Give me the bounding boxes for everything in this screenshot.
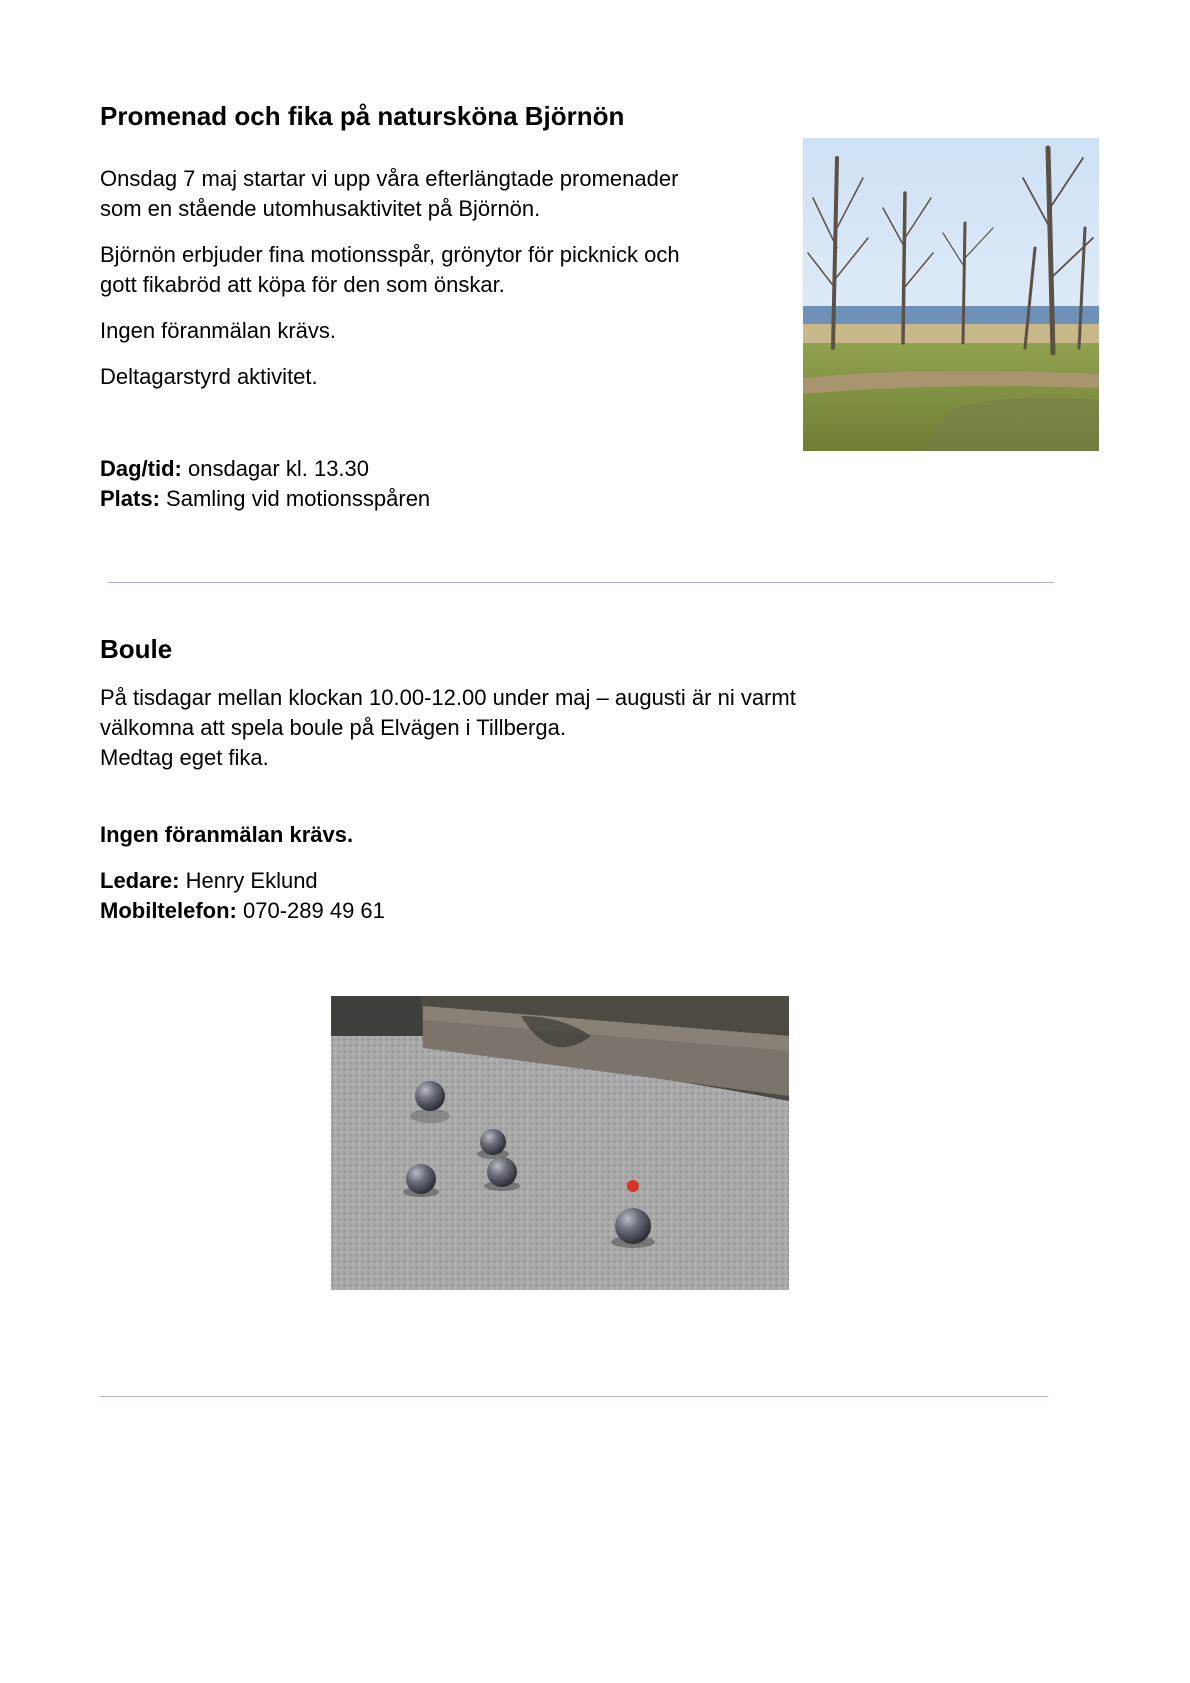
- walk-details: [100, 454, 430, 514]
- place-value: Samling vid motionsspåren: [159, 486, 431, 511]
- boule-leader: [100, 866, 385, 896]
- walk-para1-line2: som en stående utomhusaktivitet på Björnön.: [100, 196, 541, 221]
- walk-para4: Deltagarstyrd aktivitet.: [100, 364, 318, 389]
- walk-description: [100, 164, 760, 392]
- boule-description: [100, 683, 1000, 773]
- phone-label: Mobiltelefon:: [100, 898, 237, 923]
- boule-notice: Ingen föranmälan krävs.: [100, 822, 354, 847]
- boule-contact: [100, 866, 385, 926]
- boule-line2: välkomna att spela boule på Elvägen i Tillberga.: [100, 715, 566, 740]
- walk-para2-line1: Björnön erbjuder fina motionsspår, grönytor för picknick och: [100, 242, 680, 267]
- lake-birch-trees-photo: [803, 138, 1099, 451]
- walk-daytime: [100, 454, 430, 484]
- daytime-value: onsdagar kl. 13.30: [181, 456, 370, 481]
- walk-place: [100, 484, 430, 514]
- walk-para3: Ingen föranmälan krävs.: [100, 318, 337, 343]
- boule-phone: [100, 896, 385, 926]
- boule-title: Boule: [100, 634, 173, 664]
- walk-para2-line2: gott fikabröd att köpa för den som önskar.: [100, 272, 505, 297]
- boule-line3: Medtag eget fika.: [100, 745, 269, 770]
- divider-1: [108, 582, 1054, 583]
- phone-value: 070-289 49 61: [236, 898, 385, 923]
- boule-line1: På tisdagar mellan klockan 10.00-12.00 under maj – augusti är ni varmt: [100, 685, 796, 710]
- walk-title: Promenad och fika på natursköna Björnön: [100, 101, 625, 131]
- leader-value: Henry Eklund: [179, 868, 318, 893]
- divider-2: [100, 1396, 1048, 1397]
- daytime-label: Dag/tid:: [100, 456, 182, 481]
- place-label: Plats:: [100, 486, 160, 511]
- walk-para1-line1: Onsdag 7 maj startar vi upp våra efterlängtade promenader: [100, 166, 679, 191]
- boule-balls-photo: [331, 996, 789, 1290]
- leader-label: Ledare:: [100, 868, 180, 893]
